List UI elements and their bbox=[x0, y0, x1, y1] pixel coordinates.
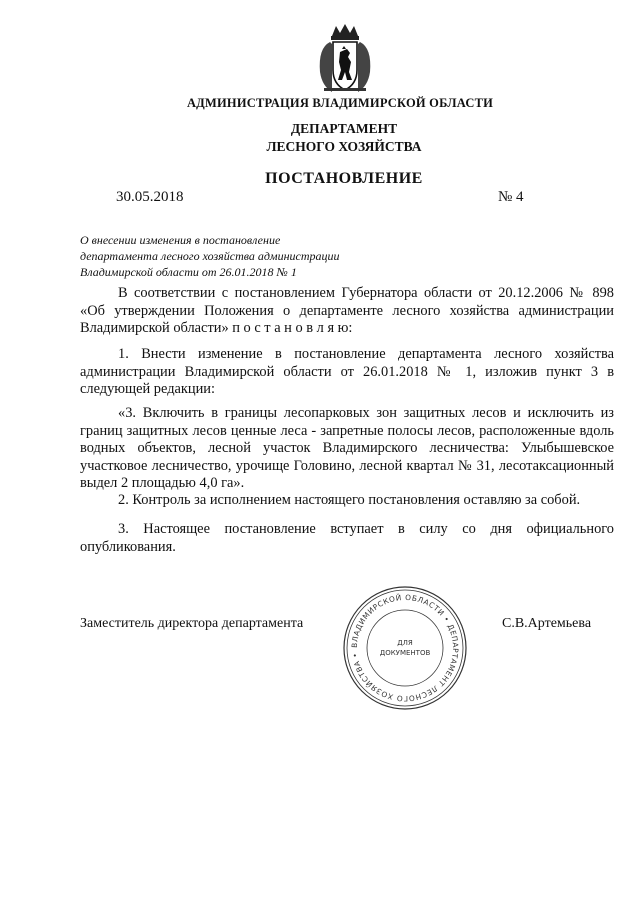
subject-line: департамента лесного хозяйства администрации bbox=[80, 249, 340, 263]
document-subject bbox=[80, 232, 340, 280]
seal-center-line2: ДОКУМЕНТОВ bbox=[379, 649, 431, 657]
administration-name: АДМИНИСТРАЦИЯ ВЛАДИМИРСКОЙ ОБЛАСТИ bbox=[186, 96, 494, 110]
clause-1-paragraph: 1. Внести изменение в постановление департамента лесного хозяйства администрации Владимирской области от 26.01.2018 № 1, изложив пункт 3 в следующей редакции: bbox=[80, 346, 614, 397]
coat-of-arms-icon bbox=[314, 22, 376, 96]
document-date: 30.05.2018 bbox=[116, 189, 184, 205]
department-title-line1: ДЕПАРТАМЕНТ bbox=[290, 121, 398, 136]
subject-line: Владимирской области от 26.01.2018 № 1 bbox=[80, 265, 297, 279]
department-title-line2: ЛЕСНОГО ХОЗЯЙСТВА bbox=[266, 139, 422, 154]
clause-1-quoted-text: «3. Включить в границы лесопарковых зон защитных лесов и исключить из границ защитных лесов ценные леса - запретные полосы лесов, расположенные вдоль водных объектов, лесной участок Владимирского лесничества: Улыбышевское участковое лесничество, урочище Головино, лесной квартал № 31, лесотаксационный выдел 2 площадью 4,0 га». bbox=[80, 405, 614, 491]
preamble-paragraph: В соответствии с постановлением Губернатора области от 20.12.2006 № 898 «Об утверждении Положения о департаменте лесного хозяйства администрации Владимирской области» п о с т а н о в л я ю: bbox=[80, 285, 614, 336]
clause-3-paragraph: 3. Настоящее постановление вступает в силу со дня официального опубликования. bbox=[80, 521, 614, 555]
document-number: № 4 bbox=[498, 189, 524, 205]
signatory-position: Заместитель директора департамента bbox=[80, 616, 304, 631]
signatory-name: С.В.Артемьева bbox=[502, 616, 592, 631]
document-type-title: ПОСТАНОВЛЕНИЕ bbox=[265, 170, 423, 187]
official-seal-stamp bbox=[340, 583, 470, 713]
seal-ring-text: ВЛАДИМИРСКОЙ ОБЛАСТИ • ДЕПАРТАМЕНТ ЛЕСНОГО ХОЗЯЙСТВА • bbox=[349, 592, 461, 704]
clause-2-paragraph: 2. Контроль за исполнением настоящего постановления оставляю за собой. bbox=[118, 492, 581, 508]
seal-center-line1: ДЛЯ bbox=[397, 639, 413, 647]
subject-line: О внесении изменения в постановление bbox=[80, 233, 281, 247]
